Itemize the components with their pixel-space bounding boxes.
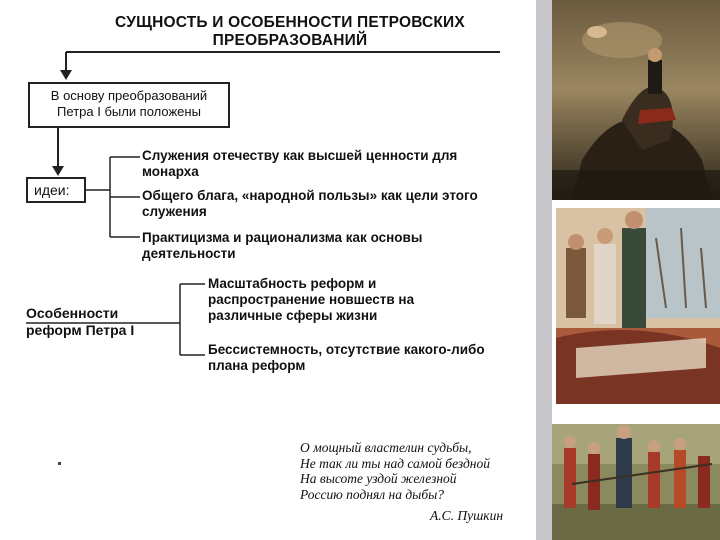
image-gap-2 bbox=[552, 404, 720, 424]
basis-box bbox=[28, 82, 230, 128]
page-title bbox=[70, 14, 510, 50]
feature-1-line-3: различные сферы жизни bbox=[208, 308, 378, 323]
quote-line-4: Россию поднял на дыбы? bbox=[300, 486, 444, 502]
idea-item-2 bbox=[142, 188, 478, 220]
ideas-label: идеи: bbox=[34, 182, 70, 198]
title-line-1: СУЩНОСТЬ И ОСОБЕННОСТИ ПЕТРОВСКИХ bbox=[115, 14, 465, 31]
idea-3-line-2: деятельности bbox=[142, 246, 236, 261]
features-label bbox=[26, 305, 134, 339]
peter-shipyard-painting bbox=[556, 208, 720, 404]
army-painting-svg bbox=[552, 424, 720, 540]
peter-equestrian-painting bbox=[552, 0, 720, 200]
idea-2-line-1: Общего блага, «народной пользы» как цели этого bbox=[142, 188, 478, 203]
feature-item-1 bbox=[208, 276, 414, 324]
quote-line-3: На высоте уздой железной bbox=[300, 471, 457, 486]
idea-1-line-2: монарха bbox=[142, 164, 199, 179]
features-label-line-1: Особенности bbox=[26, 305, 119, 321]
idea-2-line-2: служения bbox=[142, 204, 207, 219]
shipyard-painting-svg bbox=[556, 208, 720, 404]
feature-2-line-1: Бессистемность, отсутствие какого-либо bbox=[208, 342, 485, 357]
title-line-2: ПРЕОБРАЗОВАНИЙ bbox=[212, 32, 368, 49]
idea-item-3 bbox=[142, 230, 422, 262]
feature-2-line-2: плана реформ bbox=[208, 358, 306, 373]
image-gap bbox=[552, 200, 720, 208]
idea-3-line-1: Практицизма и рационализма как основы bbox=[142, 230, 423, 245]
pushkin-quote bbox=[300, 440, 540, 502]
feature-item-2 bbox=[208, 342, 485, 374]
divider-strip bbox=[536, 0, 552, 540]
idea-item-1 bbox=[142, 148, 457, 180]
quote-line-1: О мощный властелин судьбы, bbox=[300, 440, 472, 455]
basis-line-1: В основу преобразований bbox=[50, 88, 208, 103]
features-label-line-2: реформ Петра I bbox=[26, 322, 135, 338]
ideas-box bbox=[26, 177, 86, 203]
stray-dot bbox=[58, 462, 61, 465]
idea-1-line-1: Служения отечеству как высшей ценности для bbox=[142, 148, 458, 163]
basis-line-2: Петра I были положены bbox=[57, 104, 201, 119]
feature-1-line-2: распространение новшеств на bbox=[208, 292, 415, 307]
peter-army-painting bbox=[552, 424, 720, 540]
quote-author: А.С. Пушкин bbox=[430, 508, 504, 523]
equestrian-painting-svg bbox=[552, 0, 720, 200]
feature-1-line-1: Масштабность реформ и bbox=[208, 276, 377, 291]
quote-line-2: Не так ли ты над самой бездной bbox=[300, 455, 491, 471]
